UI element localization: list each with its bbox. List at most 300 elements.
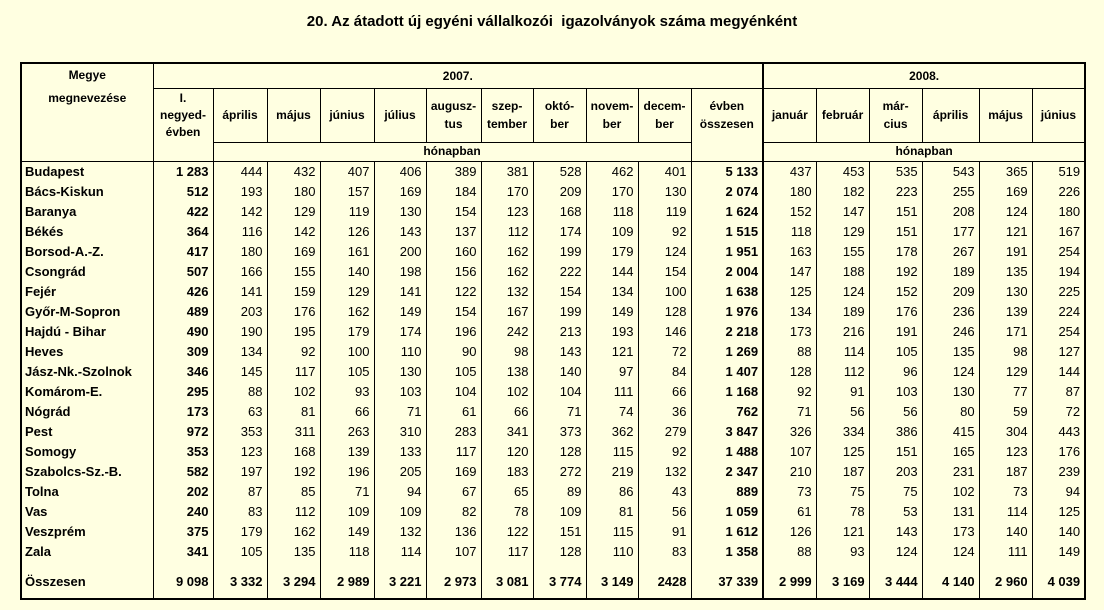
month-2007-value: 154 — [426, 302, 481, 322]
month-2007-value: 166 — [213, 262, 267, 282]
county-name: Szabolcs-Sz.-B. — [21, 462, 153, 482]
year-total-2007-value: 1 612 — [691, 522, 763, 542]
header-line: június — [329, 108, 365, 122]
month-2007-value: 140 — [320, 262, 374, 282]
month-2008-value: 73 — [763, 482, 816, 502]
month-2007-value: 196 — [426, 322, 481, 342]
month-2007-value: 130 — [638, 182, 691, 202]
header-year-total-2007 — [691, 88, 763, 161]
q1-2007-value: 346 — [153, 362, 213, 382]
month-2008-value: 178 — [869, 242, 922, 262]
month-2007-value: 179 — [213, 522, 267, 542]
month-2007-value: 130 — [374, 362, 426, 382]
month-2007-value: 149 — [374, 302, 426, 322]
month-2007-value: 196 — [320, 462, 374, 482]
header-line: április — [222, 108, 258, 122]
month-2007-value: 139 — [320, 442, 374, 462]
month-2007-value: 174 — [374, 322, 426, 342]
month-2007-value: 65 — [481, 482, 533, 502]
table-row — [21, 462, 1085, 482]
month-2007-value: 134 — [586, 282, 638, 302]
month-2007-value: 528 — [533, 161, 586, 182]
month-2007-value: 100 — [638, 282, 691, 302]
month-2007-value: 381 — [481, 161, 533, 182]
month-2007-value: 83 — [638, 542, 691, 562]
page-title: 20. Az átadott új egyéni vállalkozói igazolványok száma megyénként — [306, 13, 798, 30]
table-row — [21, 482, 1085, 502]
month-2007-value: 111 — [586, 382, 638, 402]
month-2007-value: 198 — [374, 262, 426, 282]
header-month-2008 — [1032, 88, 1085, 142]
month-2008-value: 88 — [763, 342, 816, 362]
month-2008-value: 125 — [763, 282, 816, 302]
header-unit-2007: hónapban — [213, 142, 691, 161]
month-2007-value: 118 — [320, 542, 374, 562]
month-2008-value: 151 — [869, 202, 922, 222]
month-2008-value: 182 — [816, 182, 869, 202]
q1-2007-value: 173 — [153, 402, 213, 422]
month-2008-value: 71 — [763, 402, 816, 422]
header-month-2007 — [267, 88, 320, 142]
q1-2007-value: 417 — [153, 242, 213, 262]
table-body — [21, 161, 1085, 599]
month-2007-value: 222 — [533, 262, 586, 282]
month-2008-value: 535 — [869, 161, 922, 182]
month-2007-value: 151 — [533, 522, 586, 542]
month-2007-value: 197 — [213, 462, 267, 482]
header-line: már- — [882, 99, 909, 113]
month-2007-value: 200 — [374, 242, 426, 262]
month-2008-value: 180 — [763, 182, 816, 202]
month-2007-value: 63 — [213, 402, 267, 422]
month-2008-value: 91 — [816, 382, 869, 402]
month-2008-value: 118 — [763, 222, 816, 242]
header-month-2007 — [586, 88, 638, 142]
q1-2007-value: 507 — [153, 262, 213, 282]
month-2008-value: 173 — [922, 522, 979, 542]
header-county — [21, 63, 153, 161]
month-2007-value: 128 — [638, 302, 691, 322]
header-line: ber — [655, 117, 674, 131]
month-2007-value: 109 — [320, 502, 374, 522]
month-2007-value: 71 — [320, 482, 374, 502]
month-2008-value: 386 — [869, 422, 922, 442]
month-2007-value: 169 — [267, 242, 320, 262]
q1-2007-value: 202 — [153, 482, 213, 502]
header-line: május — [988, 108, 1023, 122]
month-2007-value: 89 — [533, 482, 586, 502]
month-2008-value: 73 — [979, 482, 1032, 502]
header-line: megnevezése — [48, 91, 127, 105]
header-line: augusz- — [430, 99, 477, 113]
month-2007-value: 112 — [267, 502, 320, 522]
month-2008-value: 3 444 — [869, 562, 922, 599]
month-2008-value: 56 — [816, 402, 869, 422]
year-total-2007-value: 1 638 — [691, 282, 763, 302]
month-2007-value: 86 — [586, 482, 638, 502]
q1-2007-value: 426 — [153, 282, 213, 302]
month-2007-value: 143 — [374, 222, 426, 242]
month-2008-value: 114 — [979, 502, 1032, 522]
total-row — [21, 562, 1085, 599]
month-2007-value: 2 973 — [426, 562, 481, 599]
year-total-2007-value: 889 — [691, 482, 763, 502]
month-2007-value: 123 — [213, 442, 267, 462]
month-2008-value: 209 — [922, 282, 979, 302]
month-2007-value: 102 — [481, 382, 533, 402]
month-2008-value: 61 — [763, 502, 816, 522]
month-2008-value: 96 — [869, 362, 922, 382]
month-2008-value: 135 — [922, 342, 979, 362]
month-2007-value: 444 — [213, 161, 267, 182]
month-2008-value: 187 — [979, 462, 1032, 482]
month-2007-value: 107 — [426, 542, 481, 562]
month-2007-value: 195 — [267, 322, 320, 342]
month-2007-value: 117 — [426, 442, 481, 462]
header-month-2007 — [213, 88, 267, 142]
month-2008-value: 56 — [869, 402, 922, 422]
month-2008-value: 94 — [1032, 482, 1085, 502]
month-2007-value: 406 — [374, 161, 426, 182]
month-2007-value: 105 — [213, 542, 267, 562]
month-2007-value: 3 332 — [213, 562, 267, 599]
month-2008-value: 151 — [869, 222, 922, 242]
county-name: Tolna — [21, 482, 153, 502]
month-2007-value: 74 — [586, 402, 638, 422]
month-2008-value: 334 — [816, 422, 869, 442]
month-2008-value: 3 169 — [816, 562, 869, 599]
header-month-2007 — [638, 88, 691, 142]
month-2007-value: 2428 — [638, 562, 691, 599]
month-2008-value: 254 — [1032, 242, 1085, 262]
month-2008-value: 304 — [979, 422, 1032, 442]
table-row — [21, 382, 1085, 402]
month-2007-value: 88 — [213, 382, 267, 402]
month-2007-value: 84 — [638, 362, 691, 382]
month-2007-value: 167 — [481, 302, 533, 322]
month-2007-value: 146 — [638, 322, 691, 342]
month-2007-value: 130 — [374, 202, 426, 222]
month-2007-value: 362 — [586, 422, 638, 442]
county-name: Összesen — [21, 562, 153, 599]
month-2007-value: 109 — [586, 222, 638, 242]
header-line: Megye — [68, 68, 106, 82]
month-2008-value: 102 — [922, 482, 979, 502]
month-2007-value: 120 — [481, 442, 533, 462]
month-2008-value: 267 — [922, 242, 979, 262]
year-total-2007-value: 1 488 — [691, 442, 763, 462]
month-2008-value: 167 — [1032, 222, 1085, 242]
q1-2007-value: 353 — [153, 442, 213, 462]
month-2007-value: 141 — [374, 282, 426, 302]
month-2008-value: 93 — [816, 542, 869, 562]
month-2008-value: 543 — [922, 161, 979, 182]
month-2007-value: 179 — [320, 322, 374, 342]
month-2008-value: 2 999 — [763, 562, 816, 599]
year-total-2007-value: 2 347 — [691, 462, 763, 482]
q1-2007-value: 364 — [153, 222, 213, 242]
month-2008-value: 98 — [979, 342, 1032, 362]
month-2007-value: 98 — [481, 342, 533, 362]
month-2007-value: 115 — [586, 522, 638, 542]
month-2007-value: 176 — [267, 302, 320, 322]
header-month-2008 — [869, 88, 922, 142]
month-2008-value: 208 — [922, 202, 979, 222]
month-2008-value: 152 — [869, 282, 922, 302]
month-2008-value: 180 — [1032, 202, 1085, 222]
header-line: évben — [165, 124, 201, 139]
month-2008-value: 121 — [816, 522, 869, 542]
year-total-2007-value: 1 269 — [691, 342, 763, 362]
month-2007-value: 263 — [320, 422, 374, 442]
year-total-2007-value: 1 624 — [691, 202, 763, 222]
header-line: tus — [444, 117, 463, 131]
month-2008-value: 112 — [816, 362, 869, 382]
q1-2007-value: 489 — [153, 302, 213, 322]
month-2008-value: 155 — [816, 242, 869, 262]
month-2008-value: 152 — [763, 202, 816, 222]
month-2007-value: 119 — [320, 202, 374, 222]
month-2007-value: 66 — [638, 382, 691, 402]
table-row — [21, 161, 1085, 182]
month-2007-value: 183 — [481, 462, 533, 482]
month-2007-value: 83 — [213, 502, 267, 522]
month-2008-value: 147 — [816, 202, 869, 222]
header-line: május — [276, 108, 311, 122]
month-2007-value: 180 — [213, 242, 267, 262]
table-row — [21, 222, 1085, 242]
month-2007-value: 168 — [267, 442, 320, 462]
month-2008-value: 124 — [922, 362, 979, 382]
month-2008-value: 72 — [1032, 402, 1085, 422]
year-total-2007-value: 3 847 — [691, 422, 763, 442]
month-2007-value: 102 — [267, 382, 320, 402]
table-header — [21, 63, 1085, 161]
county-name: Veszprém — [21, 522, 153, 542]
month-2007-value: 242 — [481, 322, 533, 342]
month-2008-value: 194 — [1032, 262, 1085, 282]
table-row — [21, 402, 1085, 422]
month-2008-value: 114 — [816, 342, 869, 362]
q1-2007-value: 240 — [153, 502, 213, 522]
month-2007-value: 154 — [638, 262, 691, 282]
month-2008-value: 437 — [763, 161, 816, 182]
month-2008-value: 2 960 — [979, 562, 1032, 599]
header-unit-2008: hónapban — [763, 142, 1085, 161]
month-2008-value: 123 — [979, 442, 1032, 462]
year-total-2007-value: 2 074 — [691, 182, 763, 202]
year-total-2007-value: 1 407 — [691, 362, 763, 382]
month-2007-value: 373 — [533, 422, 586, 442]
month-2008-value: 415 — [922, 422, 979, 442]
year-total-2007-value: 1 168 — [691, 382, 763, 402]
month-2007-value: 100 — [320, 342, 374, 362]
month-2007-value: 138 — [481, 362, 533, 382]
month-2007-value: 132 — [374, 522, 426, 542]
month-2008-value: 87 — [1032, 382, 1085, 402]
month-2007-value: 126 — [320, 222, 374, 242]
month-2007-value: 61 — [426, 402, 481, 422]
q1-2007-value: 375 — [153, 522, 213, 542]
month-2007-value: 103 — [374, 382, 426, 402]
month-2007-value: 72 — [638, 342, 691, 362]
month-2007-value: 66 — [481, 402, 533, 422]
county-name: Komárom-E. — [21, 382, 153, 402]
month-2007-value: 179 — [586, 242, 638, 262]
month-2008-value: 125 — [1032, 502, 1085, 522]
table-row — [21, 422, 1085, 442]
county-name: Hajdú - Bihar — [21, 322, 153, 342]
month-2007-value: 91 — [638, 522, 691, 542]
month-2007-value: 142 — [213, 202, 267, 222]
county-name: Bács-Kiskun — [21, 182, 153, 202]
month-2007-value: 156 — [426, 262, 481, 282]
month-2007-value: 82 — [426, 502, 481, 522]
month-2007-value: 219 — [586, 462, 638, 482]
month-2007-value: 162 — [320, 302, 374, 322]
month-2007-value: 193 — [213, 182, 267, 202]
month-2007-value: 132 — [638, 462, 691, 482]
header-q1-2007 — [153, 88, 213, 161]
month-2007-value: 144 — [586, 262, 638, 282]
q1-2007-value: 582 — [153, 462, 213, 482]
month-2007-value: 43 — [638, 482, 691, 502]
month-2007-value: 105 — [320, 362, 374, 382]
month-2007-value: 97 — [586, 362, 638, 382]
year-total-2007-value: 762 — [691, 402, 763, 422]
month-2007-value: 154 — [533, 282, 586, 302]
month-2008-value: 124 — [979, 202, 1032, 222]
month-2008-value: 236 — [922, 302, 979, 322]
month-2007-value: 159 — [267, 282, 320, 302]
month-2007-value: 129 — [320, 282, 374, 302]
month-2007-value: 169 — [426, 462, 481, 482]
month-2008-value: 126 — [763, 522, 816, 542]
q1-2007-value: 422 — [153, 202, 213, 222]
month-2007-value: 117 — [481, 542, 533, 562]
month-2008-value: 254 — [1032, 322, 1085, 342]
month-2008-value: 231 — [922, 462, 979, 482]
month-2007-value: 168 — [533, 202, 586, 222]
month-2007-value: 92 — [267, 342, 320, 362]
month-2008-value: 131 — [922, 502, 979, 522]
month-2007-value: 2 989 — [320, 562, 374, 599]
header-year-2007: 2007. — [153, 63, 763, 88]
month-2008-value: 192 — [869, 262, 922, 282]
year-total-2007-value: 1 059 — [691, 502, 763, 522]
month-2008-value: 255 — [922, 182, 979, 202]
month-2008-value: 176 — [1032, 442, 1085, 462]
header-row-months — [21, 88, 1085, 142]
header-line: cius — [883, 117, 908, 131]
month-2007-value: 92 — [638, 442, 691, 462]
month-2007-value: 407 — [320, 161, 374, 182]
header-year-2008: 2008. — [763, 63, 1085, 88]
year-total-2007-value: 1 951 — [691, 242, 763, 262]
month-2008-value: 88 — [763, 542, 816, 562]
month-2008-value: 130 — [922, 382, 979, 402]
month-2007-value: 3 774 — [533, 562, 586, 599]
month-2008-value: 187 — [816, 462, 869, 482]
county-name: Győr-M-Sopron — [21, 302, 153, 322]
month-2008-value: 149 — [1032, 542, 1085, 562]
month-2008-value: 189 — [922, 262, 979, 282]
table-row — [21, 282, 1085, 302]
month-2008-value: 121 — [979, 222, 1032, 242]
month-2007-value: 78 — [481, 502, 533, 522]
month-2008-value: 163 — [763, 242, 816, 262]
q1-2007-value: 309 — [153, 342, 213, 362]
header-month-2008 — [816, 88, 869, 142]
table-row — [21, 262, 1085, 282]
county-name: Nógrád — [21, 402, 153, 422]
month-2008-value: 226 — [1032, 182, 1085, 202]
month-2007-value: 161 — [320, 242, 374, 262]
month-2007-value: 169 — [374, 182, 426, 202]
month-2008-value: 216 — [816, 322, 869, 342]
month-2007-value: 128 — [533, 442, 586, 462]
month-2007-value: 149 — [320, 522, 374, 542]
month-2008-value: 140 — [979, 522, 1032, 542]
table-row — [21, 542, 1085, 562]
month-2007-value: 209 — [533, 182, 586, 202]
month-2007-value: 123 — [481, 202, 533, 222]
month-2007-value: 56 — [638, 502, 691, 522]
month-2007-value: 128 — [533, 542, 586, 562]
year-total-2007-value: 1 976 — [691, 302, 763, 322]
year-total-2007-value: 1 358 — [691, 542, 763, 562]
q1-2007-value: 972 — [153, 422, 213, 442]
month-2007-value: 122 — [426, 282, 481, 302]
county-name: Zala — [21, 542, 153, 562]
month-2008-value: 188 — [816, 262, 869, 282]
month-2007-value: 92 — [638, 222, 691, 242]
header-line: szep- — [491, 99, 523, 113]
month-2007-value: 114 — [374, 542, 426, 562]
month-2008-value: 139 — [979, 302, 1032, 322]
month-2007-value: 94 — [374, 482, 426, 502]
header-month-2008 — [763, 88, 816, 142]
month-2008-value: 453 — [816, 161, 869, 182]
month-2008-value: 75 — [816, 482, 869, 502]
header-line: ber — [602, 117, 622, 131]
month-2007-value: 184 — [426, 182, 481, 202]
q1-2007-value: 341 — [153, 542, 213, 562]
header-line: ber — [550, 117, 569, 131]
header-line: június — [1040, 108, 1077, 122]
month-2008-value: 223 — [869, 182, 922, 202]
table-row — [21, 202, 1085, 222]
month-2007-value: 389 — [426, 161, 481, 182]
month-2007-value: 137 — [426, 222, 481, 242]
header-line: évben — [709, 99, 745, 113]
year-total-2007-value: 2 218 — [691, 322, 763, 342]
month-2008-value: 189 — [816, 302, 869, 322]
year-total-2007-value: 37 339 — [691, 562, 763, 599]
month-2007-value: 213 — [533, 322, 586, 342]
month-2008-value: 77 — [979, 382, 1032, 402]
month-2008-value: 147 — [763, 262, 816, 282]
month-2007-value: 118 — [586, 202, 638, 222]
month-2007-value: 3 081 — [481, 562, 533, 599]
month-2007-value: 192 — [267, 462, 320, 482]
month-2007-value: 115 — [586, 442, 638, 462]
header-month-2007 — [374, 88, 426, 142]
month-2007-value: 180 — [267, 182, 320, 202]
table-row — [21, 362, 1085, 382]
month-2007-value: 341 — [481, 422, 533, 442]
q1-2007-value: 9 098 — [153, 562, 213, 599]
